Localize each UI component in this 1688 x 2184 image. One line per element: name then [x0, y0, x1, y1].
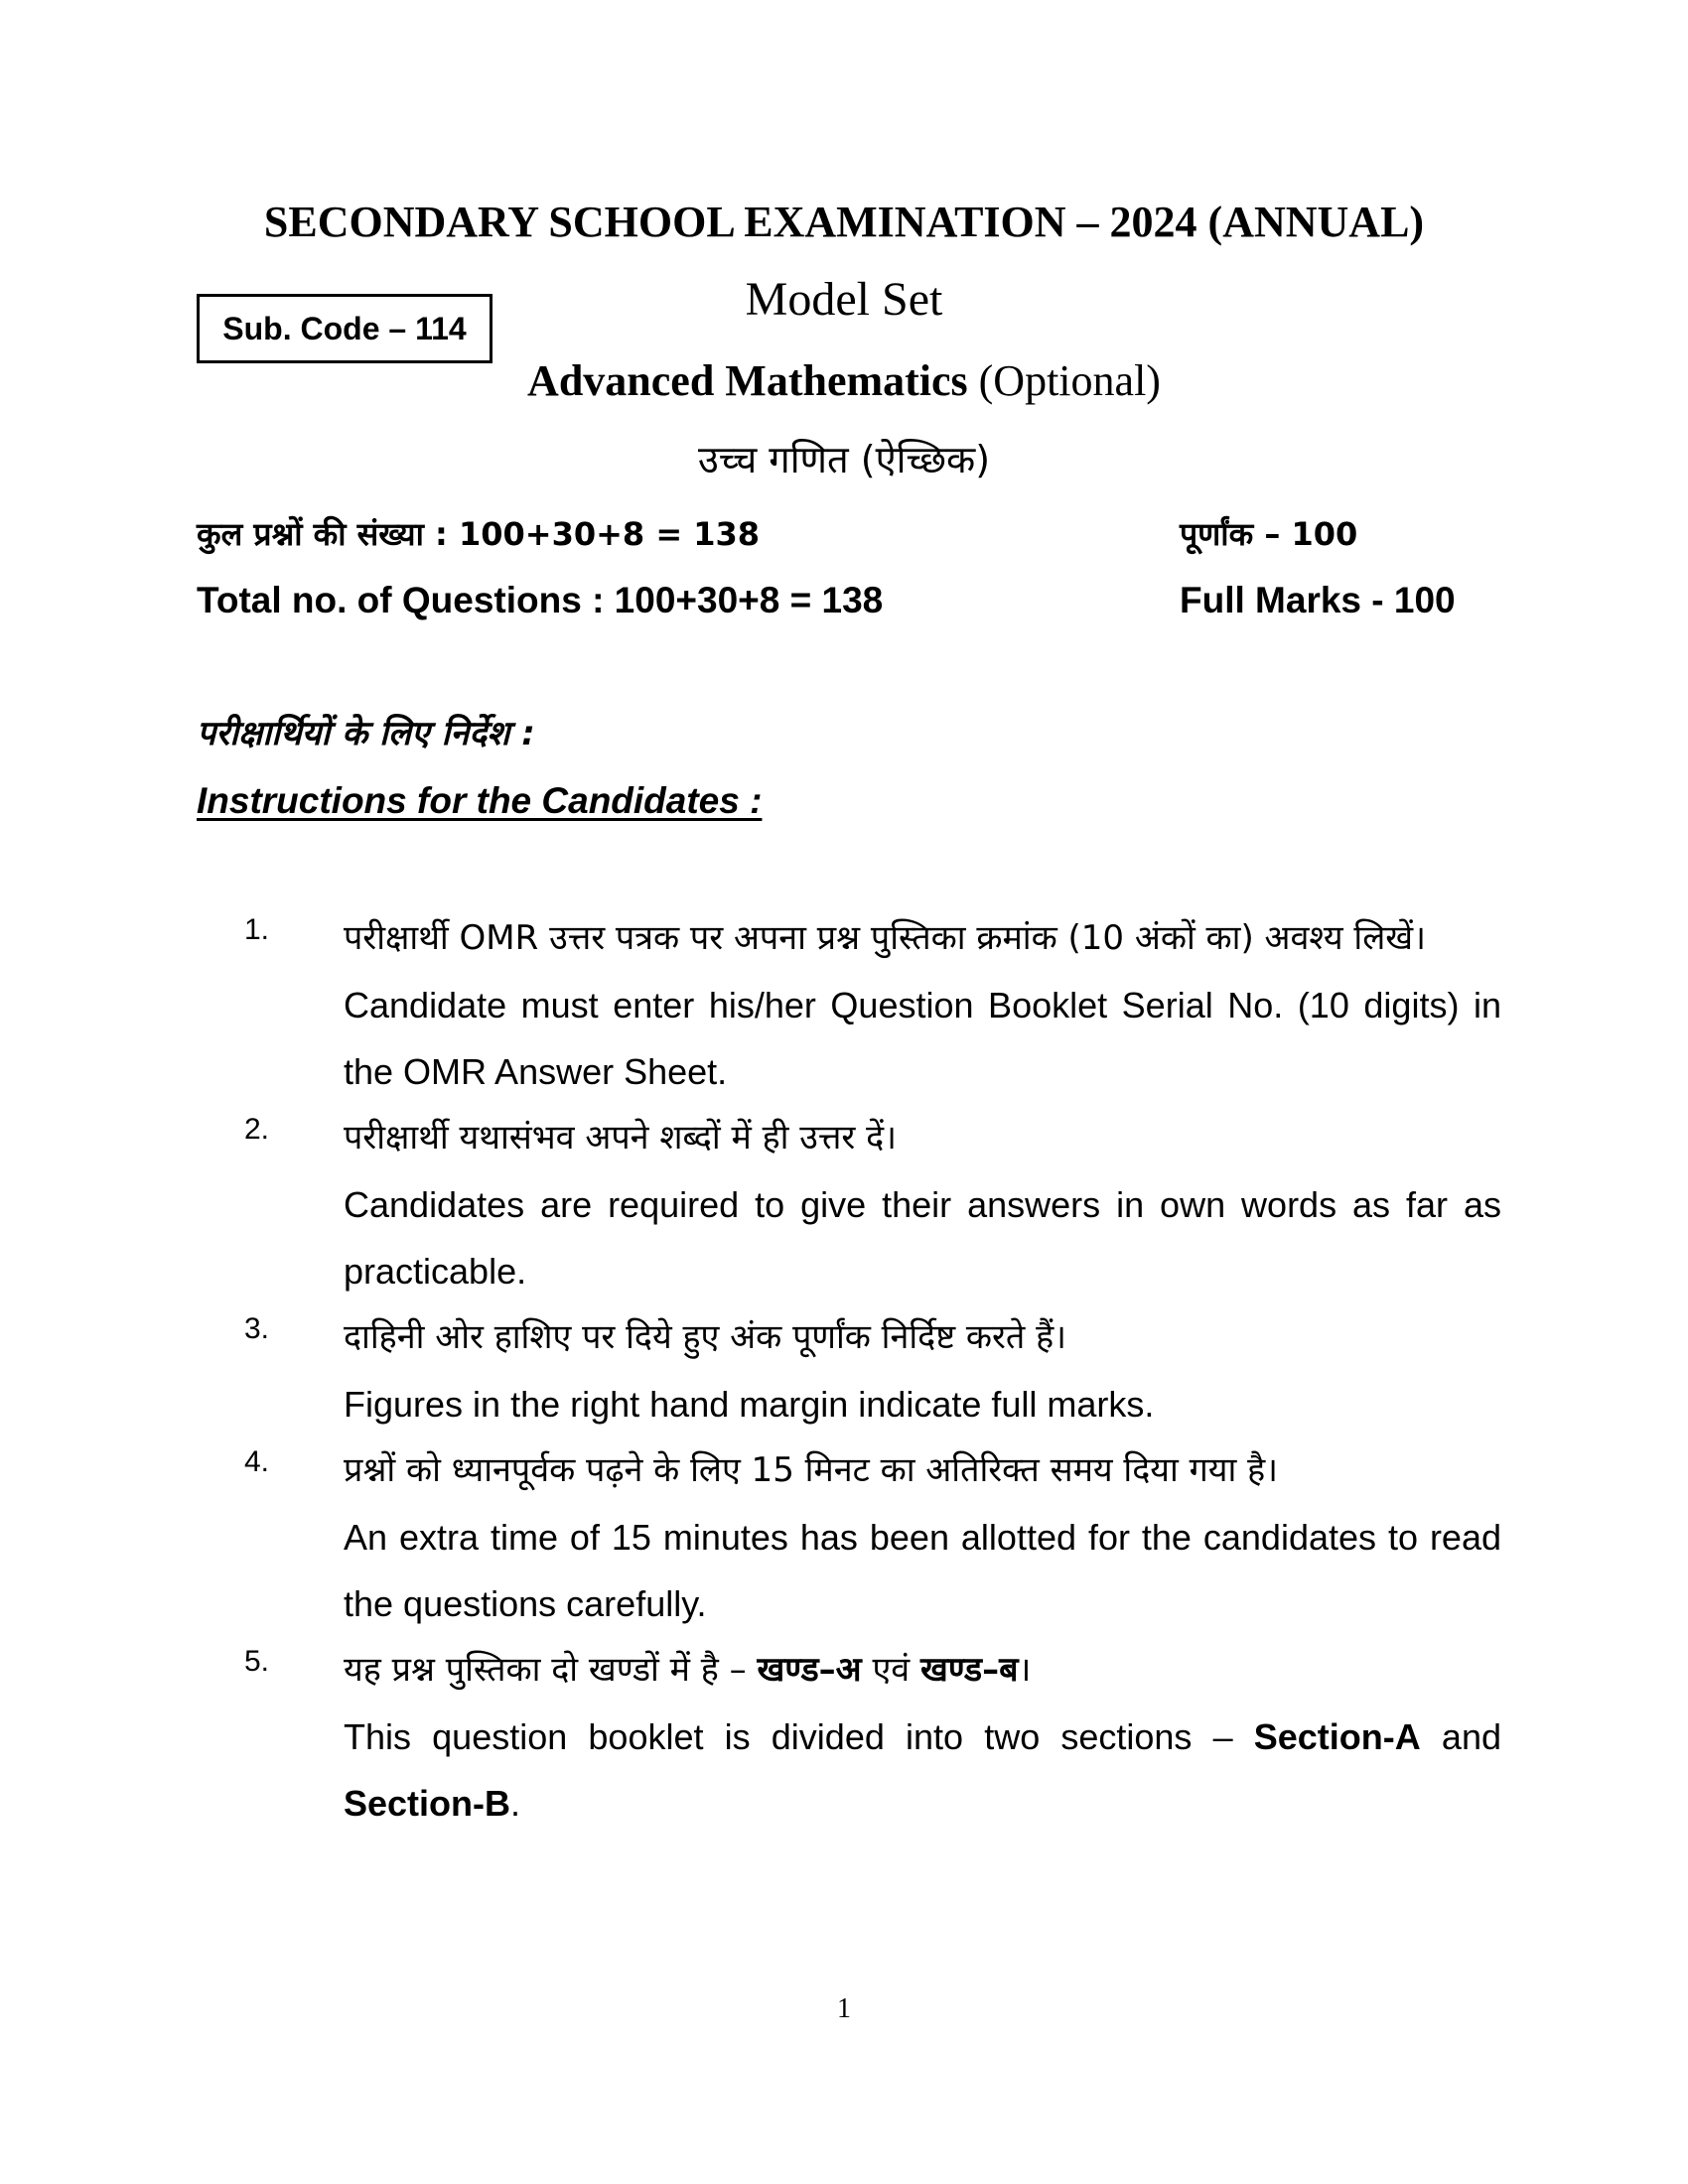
instruction-text-english: Candidates are required to give their answers in own words as far as practicable.: [344, 1184, 1501, 1292]
instructions-heading-hindi: परीक्षार्थियों के लिए निर्देश :: [197, 714, 535, 753]
instruction-text-english: [344, 1704, 1501, 1837]
instruction-item: [244, 905, 1501, 1105]
question-count-hindi: कुल प्रश्नों की संख्या : 100+30+8 = 138: [197, 515, 761, 553]
subject-title: [0, 355, 1688, 406]
instruction-number: 3.: [244, 1312, 270, 1345]
instruction-text-hindi: दाहिनी ओर हाशिए पर दिये हुए अंक पूर्णांक निर्दिष्ट करते हैं।: [344, 1317, 1067, 1357]
subject-code: Sub. Code – 114: [222, 310, 467, 346]
instruction-text-hindi: [344, 1637, 1501, 1704]
full-marks-hindi: पूर्णांक – 100: [1180, 515, 1358, 553]
page-number: 1: [837, 1993, 851, 2024]
instruction-text-english: An extra time of 15 minutes has been allotted for the candidates to read the questions carefully.: [344, 1517, 1501, 1624]
instruction-number: 1.: [244, 913, 270, 946]
sections-text-english: This question booklet is divided into two sections –: [344, 1716, 1233, 1757]
question-count-english: Total no. of Questions : 100+30+8 = 138: [197, 580, 884, 620]
instruction-text-english: Figures in the right hand margin indicate full marks.: [344, 1384, 1155, 1425]
section-a-english: Section-A: [1253, 1716, 1421, 1757]
instructions-heading-english: Instructions for the Candidates :: [197, 780, 763, 821]
sections-text-hindi: यह प्रश्न पुस्तिका दो खण्डों में है –: [344, 1650, 747, 1690]
subject-title-hindi: उच्च गणित (ऐच्छिक): [697, 438, 991, 481]
instruction-item: [244, 1437, 1501, 1637]
instruction-item: [244, 1304, 1501, 1437]
instruction-number: 5.: [244, 1645, 270, 1678]
instructions-list: [244, 905, 1501, 1837]
subject-optional: (Optional): [978, 356, 1161, 405]
conjunction-english: and: [1441, 1716, 1501, 1757]
instruction-text-hindi: परीक्षार्थी OMR उत्तर पत्रक पर अपना प्रश्न पुस्तिका क्रमांक (10 अंकों का) अवश्य लिखें।: [344, 918, 1426, 958]
section-a-hindi: खण्ड–अ: [757, 1650, 862, 1690]
sentence-end-english: .: [510, 1783, 521, 1824]
instruction-item: [244, 1105, 1501, 1304]
instruction-text-english: Candidate must enter his/her Question Booklet Serial No. (10 digits) in the OMR Answer Sheet.: [344, 985, 1501, 1092]
instruction-item: [244, 1637, 1501, 1837]
full-marks-english: Full Marks - 100: [1180, 580, 1456, 620]
section-b-english: Section-B: [344, 1783, 511, 1824]
section-b-hindi: खण्ड–ब: [919, 1650, 1019, 1690]
sentence-end-hindi: ।: [1018, 1650, 1032, 1690]
conjunction-hindi: एवं: [872, 1650, 911, 1690]
instruction-text-hindi: प्रश्नों को ध्यानपूर्वक पढ़ने के लिए 15 मिनट का अतिरिक्त समय दिया गया है।: [344, 1450, 1279, 1490]
instruction-text-hindi: परीक्षार्थी यथासंभव अपने शब्दों में ही उत्तर दें।: [344, 1118, 898, 1158]
subject-name: Advanced Mathematics: [527, 356, 968, 405]
exam-title: SECONDARY SCHOOL EXAMINATION – 2024 (ANNUAL): [263, 198, 1425, 246]
instruction-number: 2.: [244, 1113, 270, 1146]
instruction-number: 4.: [244, 1445, 270, 1478]
model-set-label: Model Set: [745, 273, 943, 326]
